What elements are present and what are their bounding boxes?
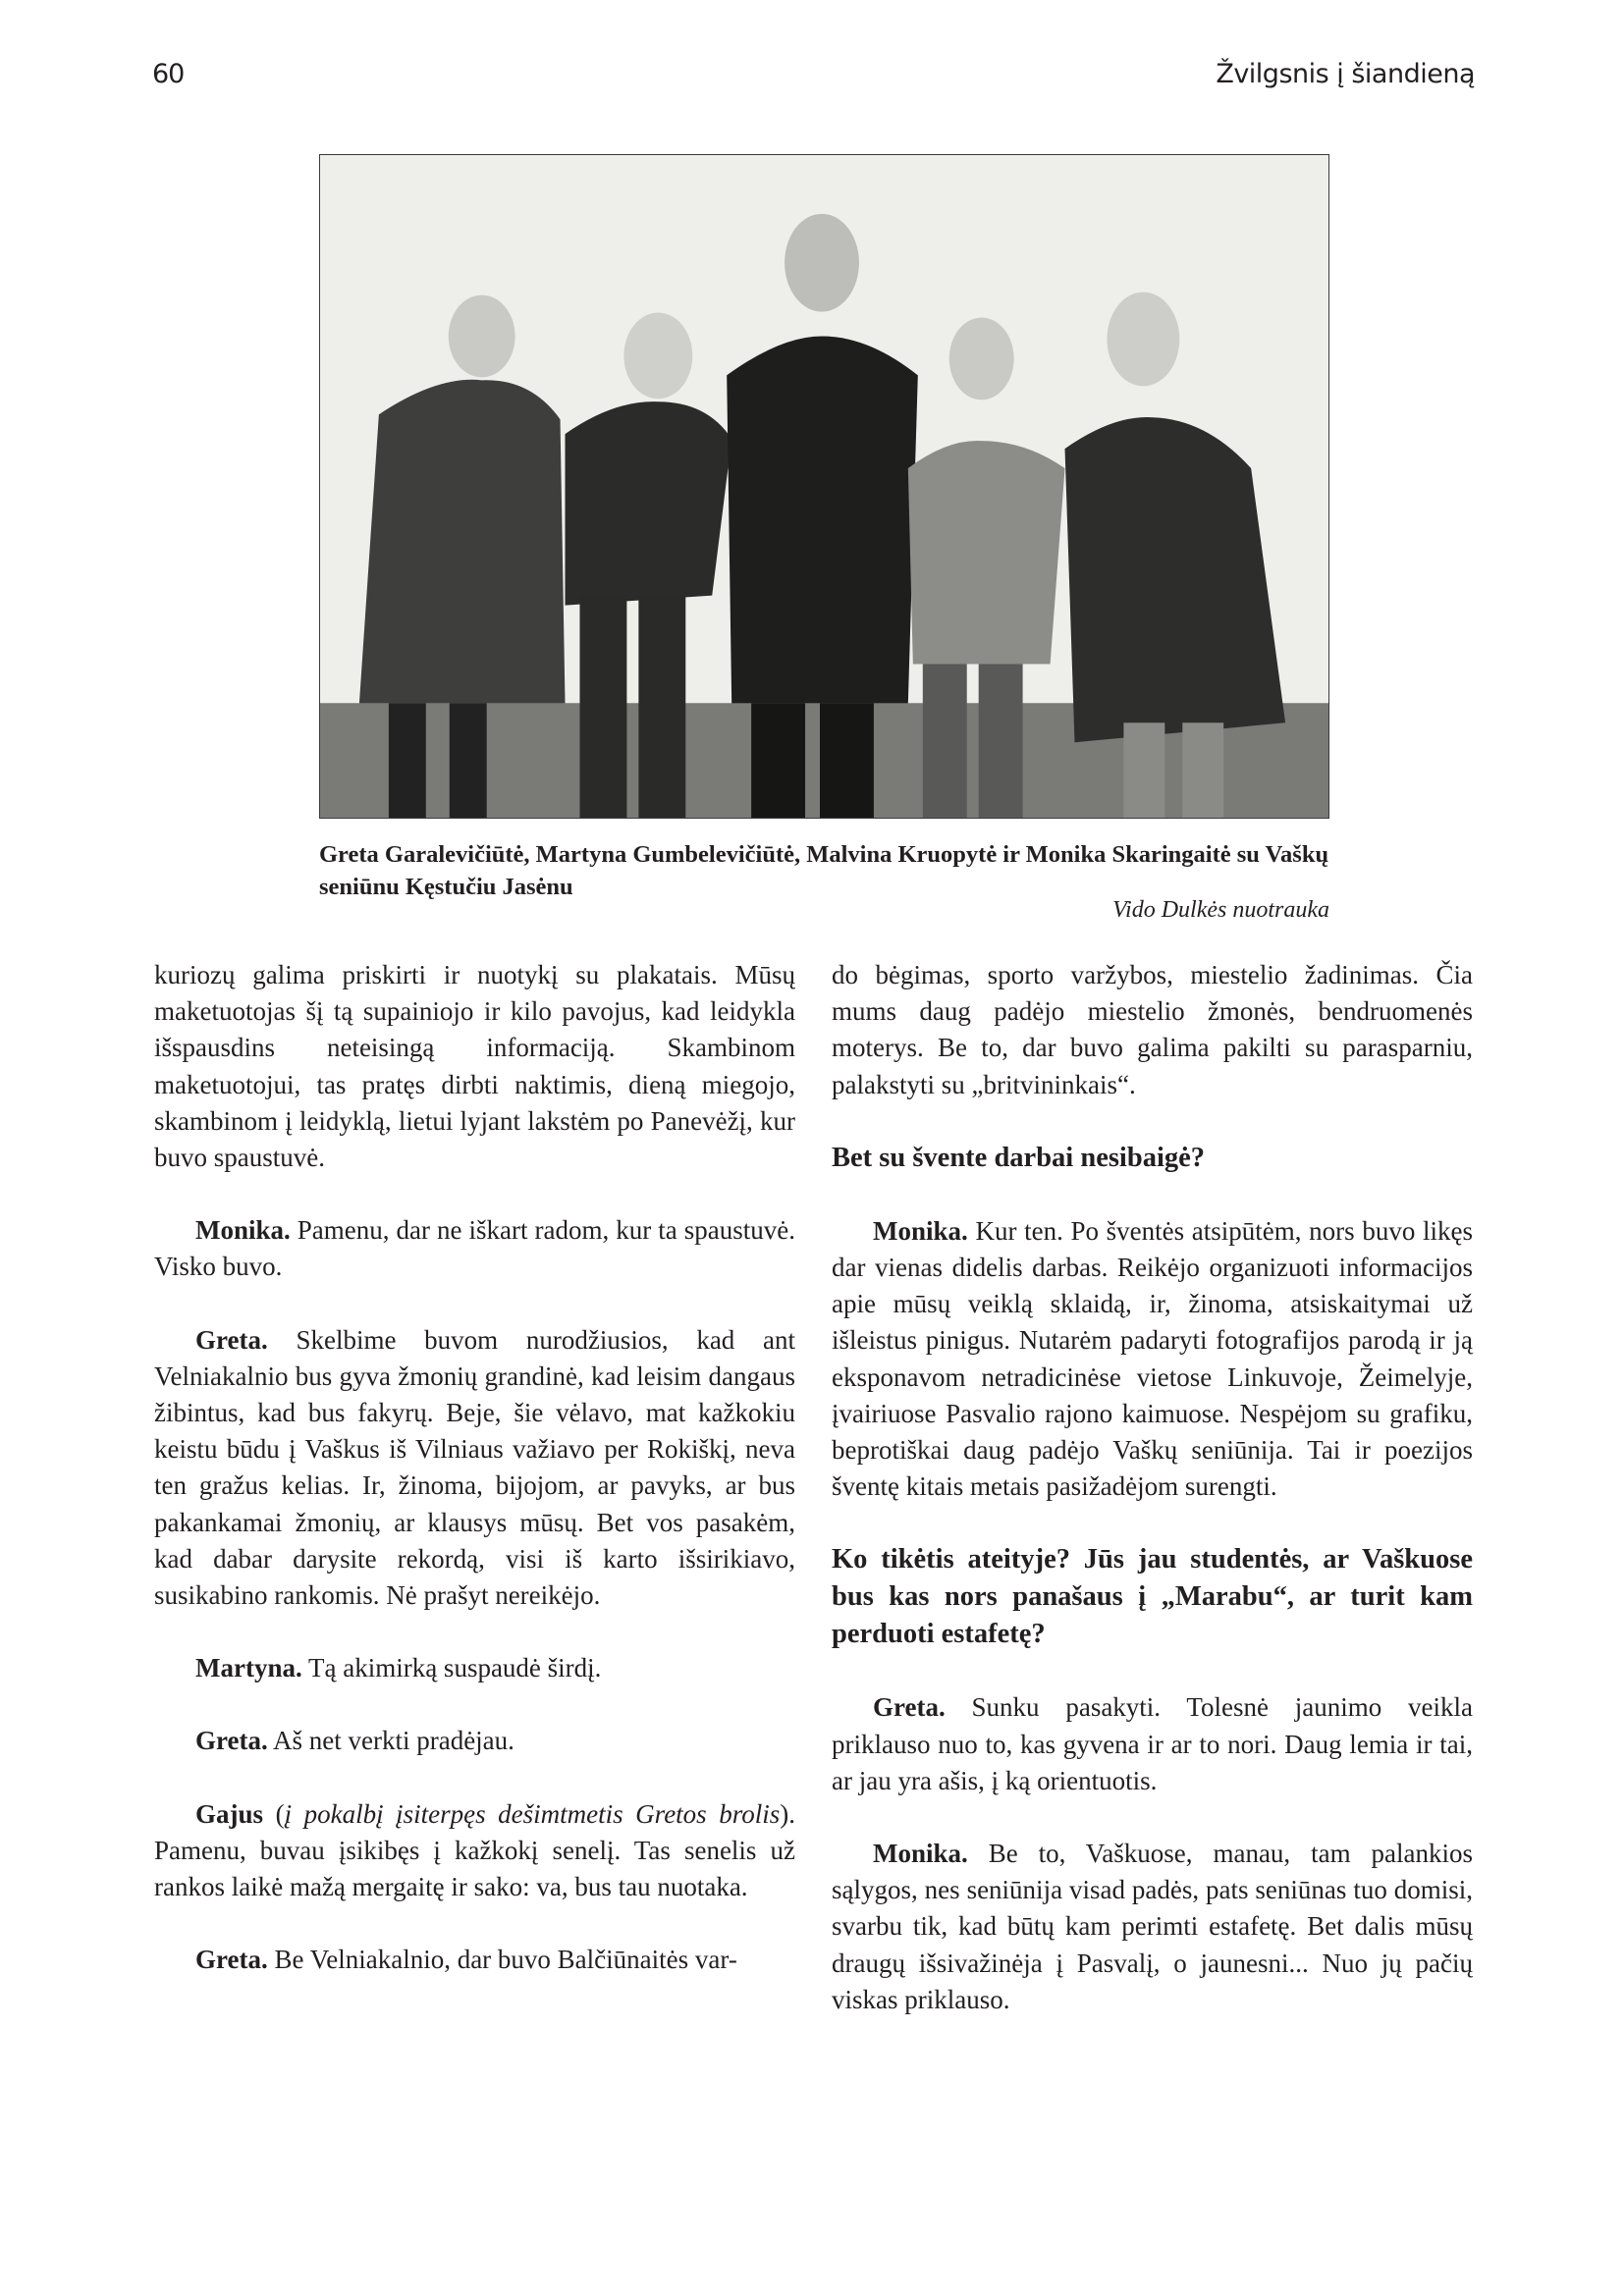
dialogue-paragraph [154, 1650, 795, 1686]
section-title: Žvilgsnis į šiandieną [1216, 59, 1475, 89]
interview-question: Ko tikėtis ateityje? Jūs jau studentės, ar Vaškuose bus kas nors panašaus į „Marabu“, ar turit kam perduoti estafetę? [832, 1544, 1473, 1650]
dialogue-paragraph [154, 1322, 795, 1615]
interview-question: Bet su švente darbai nesibaigė? [832, 1142, 1206, 1173]
photo-credit: Vido Dulkės nuotrauka [1112, 897, 1329, 923]
speaker-name: Monika. [873, 1215, 968, 1246]
page-number: 60 [152, 59, 185, 89]
dialogue-text: Be to, Vaškuose, manau, tam palankios sąlygos, nes seniūnija visad padės, pats seniūnas tuo domisi, svarbu tik, kad būtų kam perimti estafetę. Bet dalis mūsų draugų išsivažinėja į Pasvalį, o jaunesni... Nuo jų pačių viskas priklauso. [832, 1839, 1473, 2014]
running-header [152, 59, 1475, 98]
photo-caption: Greta Garalevičiūtė, Martyna Gumbelevičiūtė, Malvina Kruopytė ir Monika Skaringaitė su Vaškų seniūnu Kęstučiu Jasėnu [319, 841, 1329, 900]
paragraph: do bėgimas, sporto varžybos, miestelio žadinimas. Čia mums daug padėjo miestelio žmonės, bendruomenės moterys. Be to, dar buvo galima pakilti su parasparniu, palakstyti su „britvininkais“. [832, 960, 1473, 1099]
speaker-name: Martyna. [195, 1653, 302, 1683]
dialogue-paragraph [154, 1796, 795, 1906]
photo-illustration [320, 155, 1328, 818]
dialogue-paragraph [832, 1836, 1473, 2018]
dialogue-paragraph [154, 1723, 795, 1759]
dialogue-paragraph [832, 1213, 1473, 1506]
dialogue-text: Aš net verkti pradėjau. [267, 1726, 514, 1756]
speaker-name: Gajus [195, 1798, 264, 1829]
right-column [832, 957, 1473, 2018]
dialogue-text: Be Velniakalnio, dar buvo Balčiūnaitės var- [267, 1945, 737, 1975]
aside-text: į pokalbį įsiterpęs dešimtmetis Gretos brolis [284, 1798, 781, 1829]
speaker-name: Monika. [195, 1215, 291, 1246]
left-column [154, 957, 795, 1978]
dialogue-text: Tą akimirką suspaudė širdį. [301, 1653, 602, 1683]
paragraph: kuriozų galima priskirti ir nuotykį su plakatais. Mūsų maketuotojas šį tą supainiojo ir kilo pavojus, kad leidykla išspausdins neteisingą informaciją. Skambinom maketuotojui, tas pratęs dirbti naktimis, dieną miegojo, skambinom į leidyklą, lietui lyjant lakstėm po Panevėžį, kur buvo spaustuvė. [154, 960, 795, 1173]
speaker-name: Greta. [195, 1324, 268, 1355]
speaker-name: Greta. [195, 1726, 268, 1756]
dialogue-paragraph [154, 1942, 795, 1978]
dialogue-paragraph [154, 1212, 795, 1285]
group-photo [319, 154, 1329, 819]
dialogue-text: Sunku pasakyti. Tolesnė jaunimo veikla priklauso nuo to, kas gyvena ir ar to nori. Daug lemia ir tai, ar jau yra ašis, į ką orientuotis. [832, 1692, 1473, 1795]
dialogue-text: Kur ten. Po šventės atsipūtėm, nors buvo likęs dar vienas didelis darbas. Reikėjo organizuoti informacijos apie mūsų veiklą sklaidą, ir, žinoma, atsiskaitymai už išleistus pinigus. Nutarėm padaryti fotografijos parodą ir ją eksponavom netradicinėse vietose Linkuvoje, Žeimelyje, įvairiuose Pasvalio rajono kaimuose. Nespėjom su grafiku, beprotiškai daug padėjo Vaškų seniūnija. Tai ir poezijos šventę kitais metais pasižadėjom surengti. [832, 1215, 1473, 1502]
dialogue-text: Skelbime buvom nurodžiusios, kad ant Velniakalnio bus gyva žmonių grandinė, kad leisim dangaus žibintus, kad bus fakyrų. Beje, šie vėlavo, mat kažkokiu keistu būdu į Vaškus iš Vilniaus važiavo per Rokiškį, neva ten gražus kelias. Ir, žinoma, bijojom, ar pavyks, ar bus pakankamai žmonių, ar klausys mūsų. Bet vos pasakėm, kad dabar darysite rekordą, visi iš karto išsirikiavo, susikabino rankomis. Nė prašyt nereikėjo. [154, 1324, 795, 1611]
speaker-name: Monika. [873, 1839, 968, 1869]
paren-open: ( [263, 1798, 285, 1829]
dialogue-text: Pamenu, dar ne iškart radom, kur ta spaustuvė. Visko buvo. [154, 1215, 795, 1282]
speaker-name: Greta. [873, 1692, 946, 1723]
speaker-name: Greta. [195, 1945, 268, 1975]
dialogue-paragraph [832, 1689, 1473, 1799]
dialogue-text: ). Pamenu, buvau įsikibęs į kažkokį senelį. Tas senelis už rankos laikė mažą mergaitę ir sako: va, bus tau nuotaka. [154, 1798, 795, 1902]
